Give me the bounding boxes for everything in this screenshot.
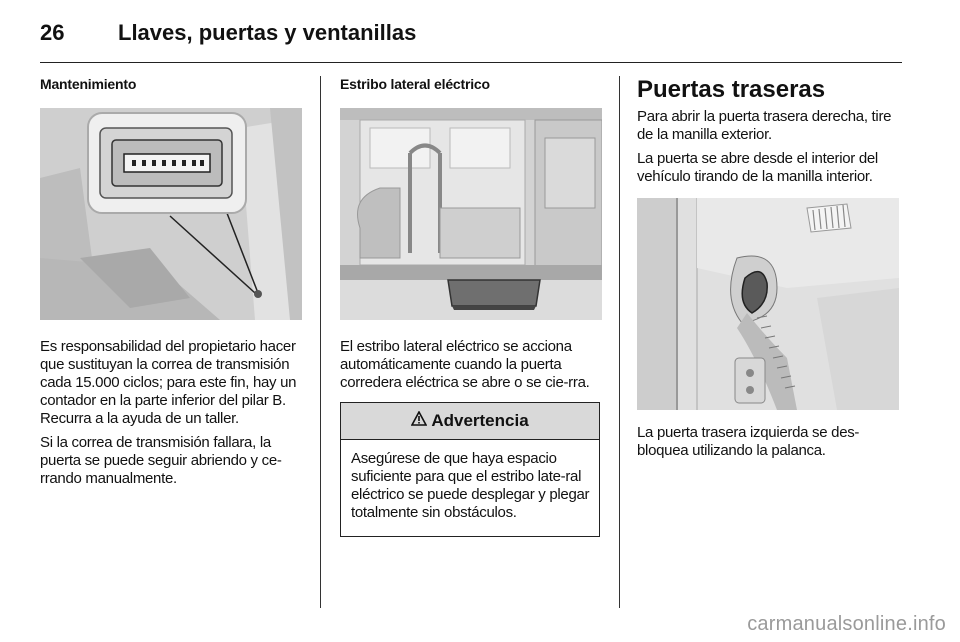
- column-divider-1: [320, 76, 321, 608]
- column-maintenance: [40, 76, 302, 494]
- side-step-drawing: [340, 108, 602, 320]
- column-side-step: [340, 76, 602, 537]
- column-rear-doors: [637, 76, 903, 466]
- section-heading-rear-doors: Puertas traseras: [637, 76, 826, 103]
- warning-triangle-icon: [411, 411, 427, 431]
- watermark-text: carmanualsonline.info: [747, 613, 946, 635]
- warning-box: [340, 402, 600, 537]
- rear-doors-paragraph-1: Para abrir la puerta trasera derecha, tire de la manilla exterior.: [637, 108, 892, 143]
- column-divider-2: [619, 76, 620, 608]
- warning-title: Advertencia: [431, 411, 529, 430]
- rear-doors-paragraph-3: La puerta trasera izquierda se des-bloquea utilizando la palanca.: [637, 424, 860, 459]
- warning-text: Asegúrese de que haya espacio suficiente para que el estribo late-ral eléctrico se puede desplegar y plegar totalmente sin obstáculos.: [351, 450, 590, 521]
- maintenance-paragraph-2: Si la correa de transmisión fallara, la puerta se puede seguir abriendo y ce-rrando manualmente.: [40, 434, 282, 487]
- section-heading-side-step: Estribo lateral eléctrico: [340, 76, 490, 92]
- warning-body: [341, 440, 599, 536]
- side-step-illustration: [340, 108, 602, 320]
- page-number: 26: [40, 20, 65, 45]
- section-heading-maintenance: Mantenimiento: [40, 76, 137, 92]
- top-rule: [40, 62, 902, 63]
- maintenance-paragraph-1: Es responsabilidad del propietario hacer que sustituyan la correa de transmisión cada 15.000 ciclos; para este fin, hay un contador en la parte inferior del pilar B. Recurra a la ayuda de un taller.: [40, 338, 297, 427]
- warning-header: [341, 403, 599, 440]
- rear-door-lever-drawing: [637, 198, 899, 410]
- belt-counter-drawing: [40, 108, 302, 320]
- chapter-title: Llaves, puertas y ventanillas: [118, 20, 417, 45]
- rear-doors-paragraph-2: La puerta se abre desde el interior del vehículo tirando de la manilla interior.: [637, 150, 878, 185]
- side-step-paragraph: El estribo lateral eléctrico se acciona automáticamente cuando la puerta corredera eléctrica se abre o se cie-rra.: [340, 338, 590, 391]
- rear-door-lever-illustration: [637, 198, 899, 410]
- belt-counter-illustration: [40, 108, 302, 320]
